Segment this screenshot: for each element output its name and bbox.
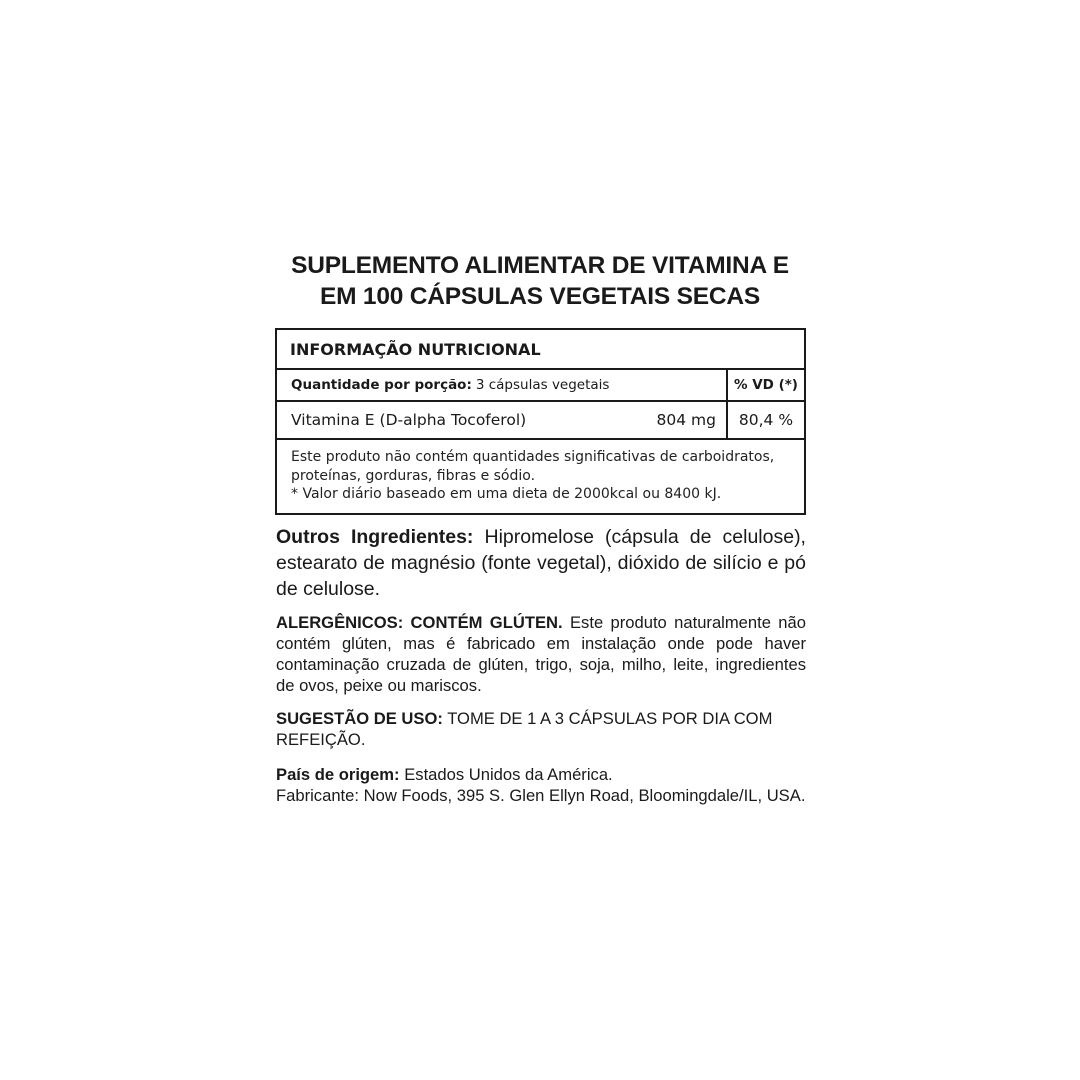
nutrition-facts-table (275, 328, 806, 515)
table-footnote (277, 440, 804, 513)
footnote-line-1: Este produto não contém quantidades significativas de carboidratos, (291, 449, 775, 465)
table-row (277, 402, 804, 440)
origin-text: Estados Unidos da América. (404, 765, 613, 784)
serving-cell (277, 370, 726, 400)
origin-paragraph (276, 764, 806, 806)
allergens-text: Este produto naturalmente não contém glúten, mas é fabricado em instalação onde pode haver contaminação cruzada de glúten, trigo, soja, milho, leite, ingredientes de ovos, peixe ou mariscos. (276, 613, 806, 695)
footnote-line-3: * Valor diário baseado em uma dieta de 2000kcal ou 8400 kJ. (291, 486, 722, 502)
table-heading-row (277, 330, 804, 370)
nutrient-cell (277, 402, 726, 438)
nutrient-name: Vitamina E (D-alpha Tocoferol) (291, 411, 527, 429)
title-line-1: SUPLEMENTO ALIMENTAR DE VITAMINA E (291, 252, 789, 279)
serving-value: 3 cápsulas vegetais (475, 377, 610, 393)
nutrient-dv: 80,4 % (726, 402, 804, 438)
ingredients-label: Outros Ingredientes: (276, 526, 474, 548)
footnote-line-2: proteínas, gorduras, fibras e sódio. (291, 467, 536, 484)
product-title (250, 250, 830, 312)
manufacturer-text: Fabricante: Now Foods, 395 S. Glen Ellyn Road, Bloomingdale/IL, USA. (276, 786, 806, 805)
usage-label: SUGESTÃO DE USO: (276, 709, 443, 728)
origin-label: País de origem: (276, 765, 400, 784)
dv-header: % VD (*) (726, 370, 804, 400)
title-line-2: EM 100 CÁPSULAS VEGETAIS SECAS (319, 283, 761, 310)
ingredients-paragraph (276, 524, 806, 602)
usage-paragraph (276, 708, 806, 750)
table-heading: INFORMAÇÃO NUTRICIONAL (290, 339, 541, 359)
serving-row (277, 370, 804, 402)
serving-label: Quantidade por porção: (291, 377, 472, 393)
usage-text: TOME DE 1 A 3 CÁPSULAS POR DIA COM REFEIÇÃO. (276, 709, 773, 749)
allergens-paragraph (276, 612, 806, 696)
allergens-label: ALERGÊNICOS: CONTÉM GLÚTEN. (276, 613, 563, 632)
origin-line (276, 764, 806, 785)
nutrient-amount: 804 mg (656, 411, 716, 429)
ingredients-text: Hipromelose (cápsula de celulose), estearato de magnésio (fonte vegetal), dióxido de silício e pó de celulose. (276, 526, 806, 600)
